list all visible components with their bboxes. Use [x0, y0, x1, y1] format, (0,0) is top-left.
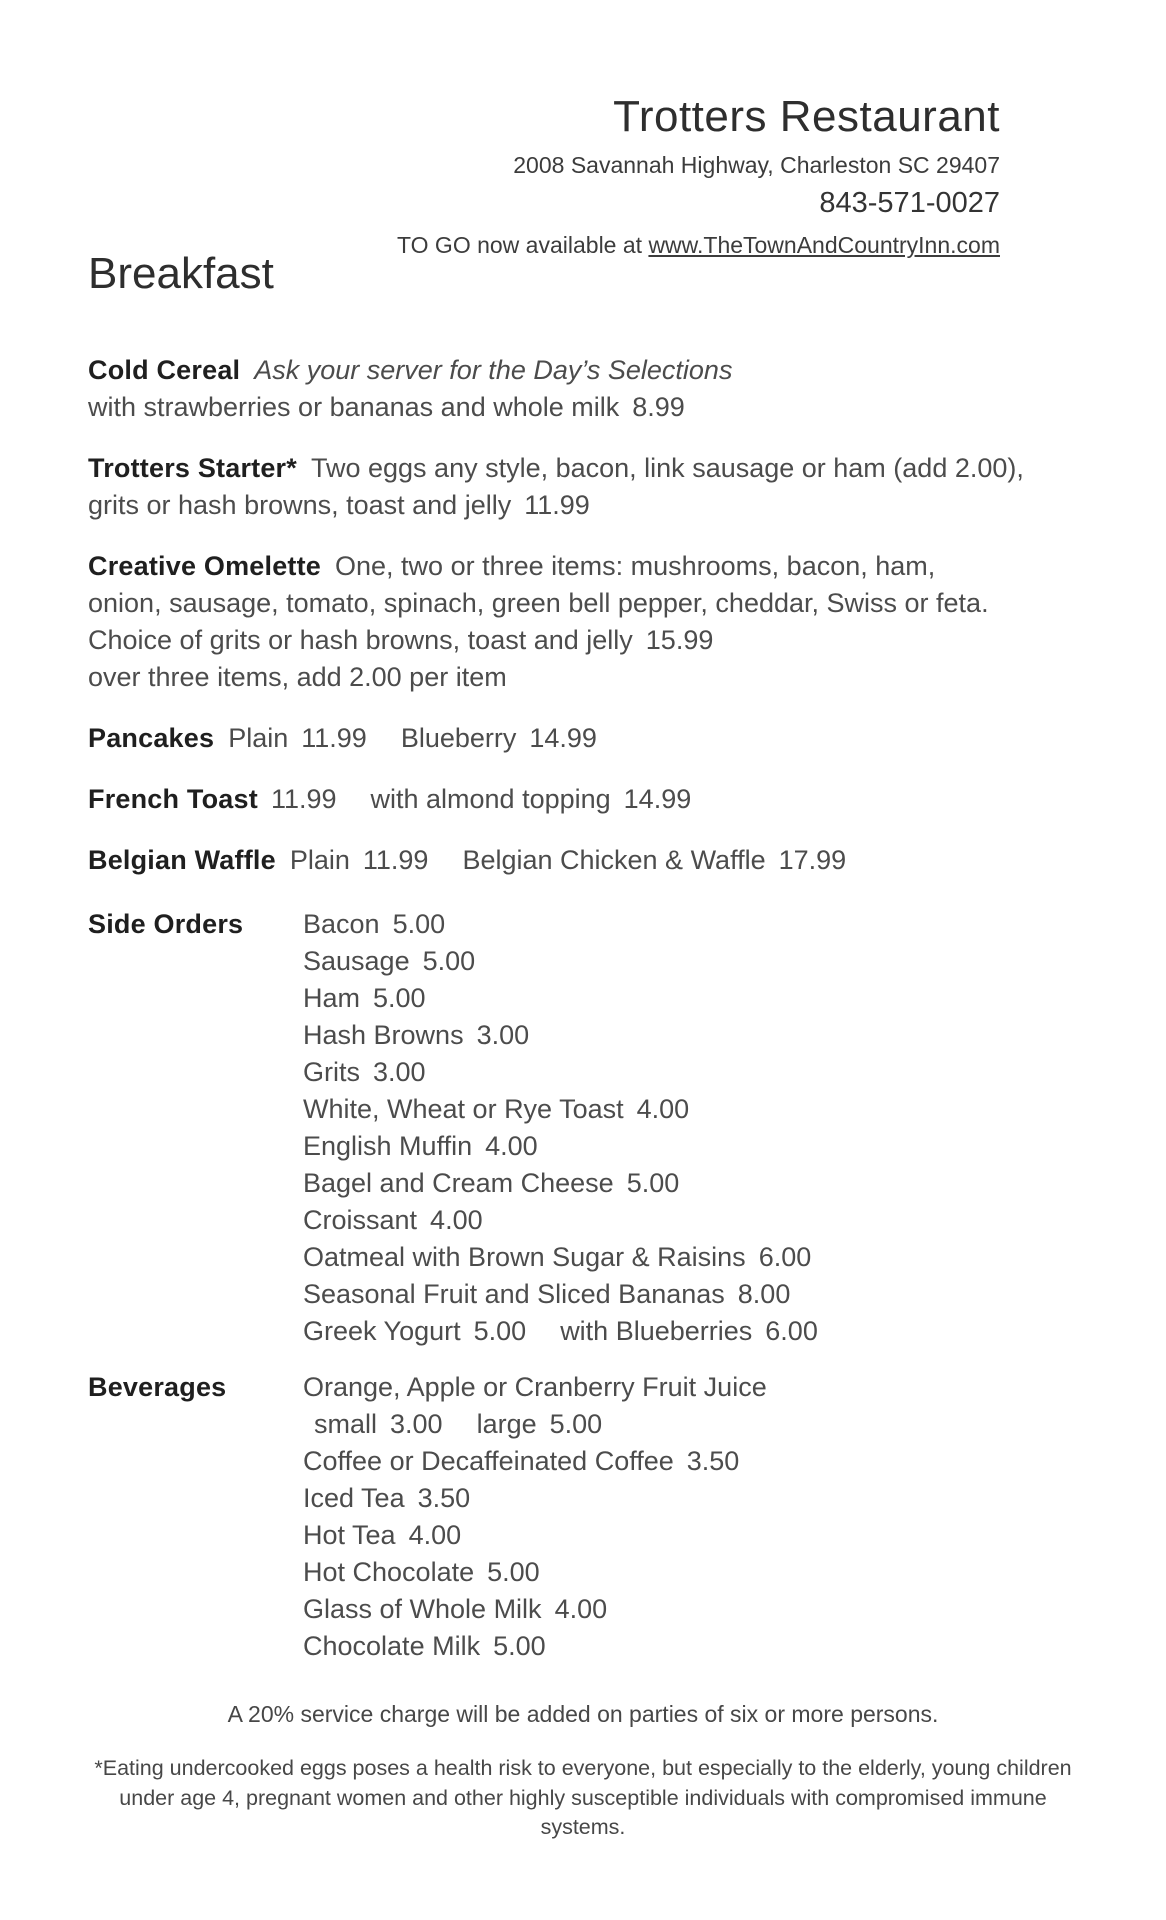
beverages-section	[88, 1369, 1078, 1665]
item-price: 15.99	[645, 625, 714, 655]
item-desc: Choice of grits or hash browns, toast and jelly	[88, 625, 633, 655]
beverages-entries	[303, 1369, 1078, 1665]
item-price: 11.99	[524, 490, 590, 520]
page-title: Breakfast	[88, 249, 274, 298]
side-orders-entries	[303, 906, 1078, 1350]
togo-prefix: TO GO now available at	[397, 231, 649, 258]
item-desc: over three items, add 2.00 per item	[88, 662, 507, 692]
menu-item-creative-omelette	[88, 548, 1078, 696]
item-name: French Toast	[88, 784, 258, 814]
beverage-row: Hot Tea 4.00	[303, 1520, 462, 1550]
item-price: 11.99	[301, 723, 367, 753]
item-desc: onion, sausage, tomato, spinach, green bell pepper, cheddar, Swiss or feta.	[88, 588, 989, 618]
side-order-row: Greek Yogurt 5.00 with Blueberries 6.00	[303, 1316, 818, 1346]
item-desc: One, two or three items: mushrooms, bacon, ham,	[335, 551, 936, 581]
togo-line	[397, 232, 1000, 260]
item-name: Pancakes	[88, 723, 215, 753]
togo-link[interactable]: www.TheTownAndCountryInn.com	[648, 231, 1000, 258]
side-order-row: Grits 3.00	[303, 1057, 426, 1087]
menu-item-french-toast	[88, 781, 1078, 818]
item-name: Creative Omelette	[88, 551, 322, 581]
beverage-row: Coffee or Decaffeinated Coffee 3.50	[303, 1446, 740, 1476]
item-desc: Two eggs any style, bacon, link sausage or ham (add 2.00),	[310, 453, 1024, 483]
item-option: Blueberry	[400, 723, 517, 753]
beverage-row: Glass of Whole Milk 4.00	[303, 1594, 608, 1624]
menu-item-trotters-starter	[88, 450, 1078, 524]
item-price: 11.99	[270, 784, 337, 814]
menu-body	[88, 352, 1078, 1665]
item-price: 17.99	[778, 845, 847, 875]
item-name: Cold Cereal	[88, 355, 241, 385]
health-disclaimer: *Eating undercooked eggs poses a health risk to everyone, but especially to the elderly, young children under age 4, pregnant women and other highly susceptible individuals with compromised immune systems.	[94, 1756, 1072, 1839]
beverage-row: Chocolate Milk 5.00	[303, 1631, 546, 1661]
side-order-row: Ham 5.00	[303, 983, 426, 1013]
side-order-row: Sausage 5.00	[303, 946, 476, 976]
side-order-row: English Muffin 4.00	[303, 1131, 538, 1161]
item-price: 11.99	[362, 845, 429, 875]
beverages-label: Beverages	[88, 1372, 227, 1402]
beverage-row: Iced Tea 3.50	[303, 1483, 471, 1513]
item-desc: with strawberries or bananas and whole milk	[88, 392, 620, 422]
item-price: 8.99	[632, 392, 685, 422]
item-option: Plain	[228, 723, 289, 753]
menu-item-pancakes	[88, 720, 1078, 757]
item-desc: grits or hash browns, toast and jelly	[88, 490, 512, 520]
service-charge-note: A 20% service charge will be added on parties of six or more persons.	[227, 1701, 939, 1727]
side-order-row: Bacon 5.00	[303, 909, 446, 939]
side-order-row: Seasonal Fruit and Sliced Bananas 8.00	[303, 1279, 791, 1309]
item-option: with almond topping	[370, 784, 611, 814]
item-name: Trotters Starter*	[88, 453, 297, 483]
side-order-row: Oatmeal with Brown Sugar & Raisins 6.00	[303, 1242, 812, 1272]
beverage-row: small 3.00 large 5.00	[314, 1409, 603, 1439]
item-name: Belgian Waffle	[88, 845, 276, 875]
menu-item-belgian-waffle	[88, 842, 1078, 879]
menu-item-cold-cereal	[88, 352, 1078, 426]
side-orders-section	[88, 906, 1078, 1350]
beverage-row: Hot Chocolate 5.00	[303, 1557, 540, 1587]
side-order-row: White, Wheat or Rye Toast 4.00	[303, 1094, 690, 1124]
item-price: 14.99	[529, 723, 597, 753]
item-note: Ask your server for the Day’s Selections	[254, 355, 733, 385]
item-option: Plain	[289, 845, 350, 875]
side-orders-label: Side Orders	[88, 909, 244, 939]
restaurant-address: 2008 Savannah Highway, Charleston SC 29407	[513, 151, 1000, 178]
beverage-row: Orange, Apple or Cranberry Fruit Juice	[303, 1372, 767, 1402]
restaurant-name: Trotters Restaurant	[613, 92, 1000, 141]
item-price: 14.99	[623, 784, 692, 814]
side-order-row: Hash Browns 3.00	[303, 1020, 530, 1050]
restaurant-phone: 843-571-0027	[819, 187, 1000, 220]
item-option: Belgian Chicken & Waffle	[462, 845, 766, 875]
side-order-row: Croissant 4.00	[303, 1205, 483, 1235]
header	[397, 92, 1000, 260]
side-order-row: Bagel and Cream Cheese 5.00	[303, 1168, 680, 1198]
